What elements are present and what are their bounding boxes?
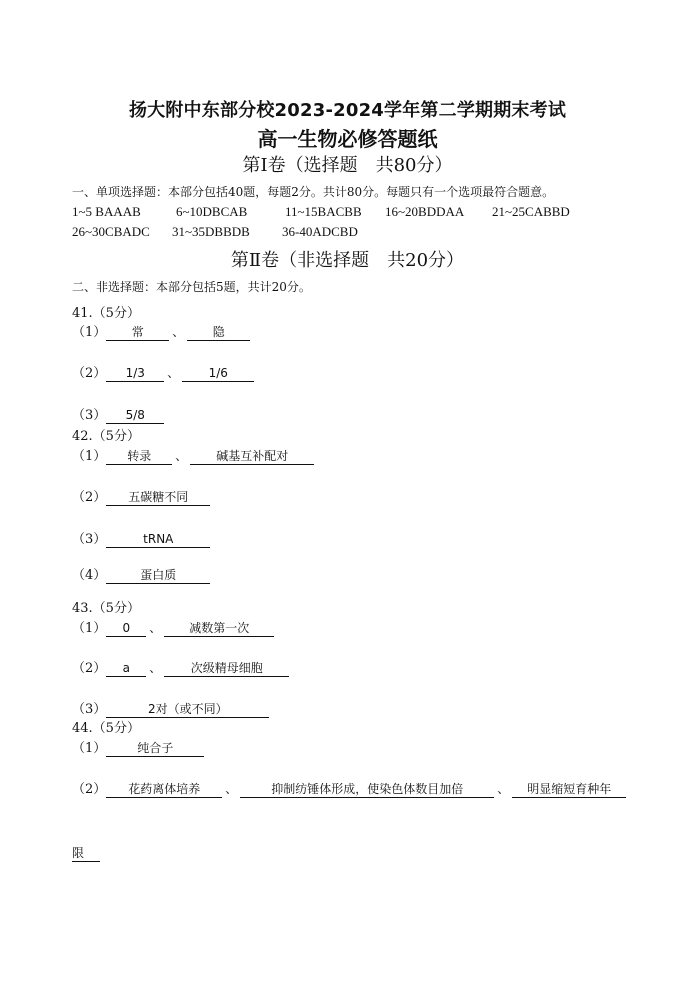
answer-blank: 蛋白质 <box>106 567 210 584</box>
answer-blank: 五碳糖不同 <box>106 489 210 506</box>
answer-line <box>72 528 210 548</box>
answer-blank: 5/8 <box>106 407 164 424</box>
part1-heading: 第Ⅰ卷（选择题 共80分） <box>242 155 453 176</box>
answer-blank: 常 <box>106 324 169 341</box>
exam-title: 扬大附中东部分校2023-2024学年第二学期期末考试 <box>128 100 567 121</box>
answer-line <box>72 404 164 424</box>
item-number: （2） <box>72 490 107 505</box>
part2-heading: 第Ⅱ卷（非选择题 共20分） <box>230 250 465 271</box>
separator: 、 <box>225 782 238 796</box>
item-number: （2） <box>72 661 107 676</box>
answer-blank: 抑制纺锤体形成，使染色体数目加倍 <box>240 781 494 798</box>
item-number: （2） <box>72 366 107 381</box>
answer-line <box>72 617 274 637</box>
answer-line <box>72 321 250 341</box>
part1-instruction: 一、单项选择题：本部分包括40题，每题2分。共计80分。每题只有一个选项最符合题意。 <box>72 185 555 199</box>
answer-blank: 纯合子 <box>106 740 204 757</box>
answer-line <box>72 778 626 798</box>
answer-blank: 转录 <box>106 448 172 465</box>
answer-blank: 次级精母细胞 <box>164 660 289 677</box>
separator: 、 <box>497 782 510 796</box>
answer-blank: a <box>106 660 146 677</box>
separator: 、 <box>172 325 185 339</box>
answer-line <box>72 486 210 506</box>
separator: 、 <box>149 621 162 635</box>
item-number: （3） <box>72 702 107 717</box>
question-label: 43.（5分） <box>72 601 140 616</box>
answer-line <box>72 362 254 382</box>
answer-blank: 0 <box>106 620 146 637</box>
item-number: （4） <box>72 568 107 583</box>
question-label: 44.（5分） <box>72 721 140 736</box>
answer-blank: 明显缩短育种年 <box>512 781 626 798</box>
item-number: （1） <box>72 741 107 756</box>
answer-blank: 花药离体培养 <box>106 781 222 798</box>
mcq-answer-group: 36-40ADCBD <box>282 224 358 239</box>
answer-line <box>72 445 314 465</box>
item-number: （2） <box>72 782 107 797</box>
answer-line <box>72 698 269 718</box>
answer-sheet-title: 高一生物必修答题纸 <box>257 127 438 151</box>
mcq-answer-group: 31~35DBBDB <box>172 224 250 239</box>
separator: 、 <box>175 449 188 463</box>
question-label: 41.（5分） <box>72 306 140 321</box>
answer-blank: 碱基互补配对 <box>190 448 314 465</box>
item-number: （1） <box>72 325 107 340</box>
answer-line <box>72 657 289 677</box>
answer-blank: tRNA <box>106 531 210 548</box>
mcq-answer-group: 21~25CABBD <box>492 204 570 219</box>
item-number: （3） <box>72 408 107 423</box>
separator: 、 <box>167 366 180 380</box>
mcq-answer-group: 11~15BACBB <box>285 204 362 219</box>
item-number: （1） <box>72 449 107 464</box>
answer-blank: 减数第一次 <box>164 620 274 637</box>
item-number: （3） <box>72 532 107 547</box>
mcq-answer-group: 16~20BDDAA <box>385 204 465 219</box>
mcq-answer-group: 6~10DBCAB <box>176 204 248 219</box>
item-number: （1） <box>72 621 107 636</box>
question-label: 42.（5分） <box>72 429 140 444</box>
mcq-answer-group: 26~30CBADC <box>72 224 150 239</box>
answer-blank: 1/3 <box>106 365 164 382</box>
answer-line <box>72 564 210 584</box>
separator: 、 <box>149 661 162 675</box>
answer-blank: 2对（或不同） <box>106 701 269 718</box>
answer-blank-continuation: 限 <box>72 845 100 862</box>
answer-blank: 1/6 <box>182 365 254 382</box>
mcq-answer-group: 1~5 BAAAB <box>72 204 141 219</box>
answer-line <box>72 737 204 757</box>
part2-instruction: 二、非选择题：本部分包括5题，共计20分。 <box>72 280 311 294</box>
answer-line <box>72 842 100 862</box>
answer-blank: 隐 <box>187 324 250 341</box>
